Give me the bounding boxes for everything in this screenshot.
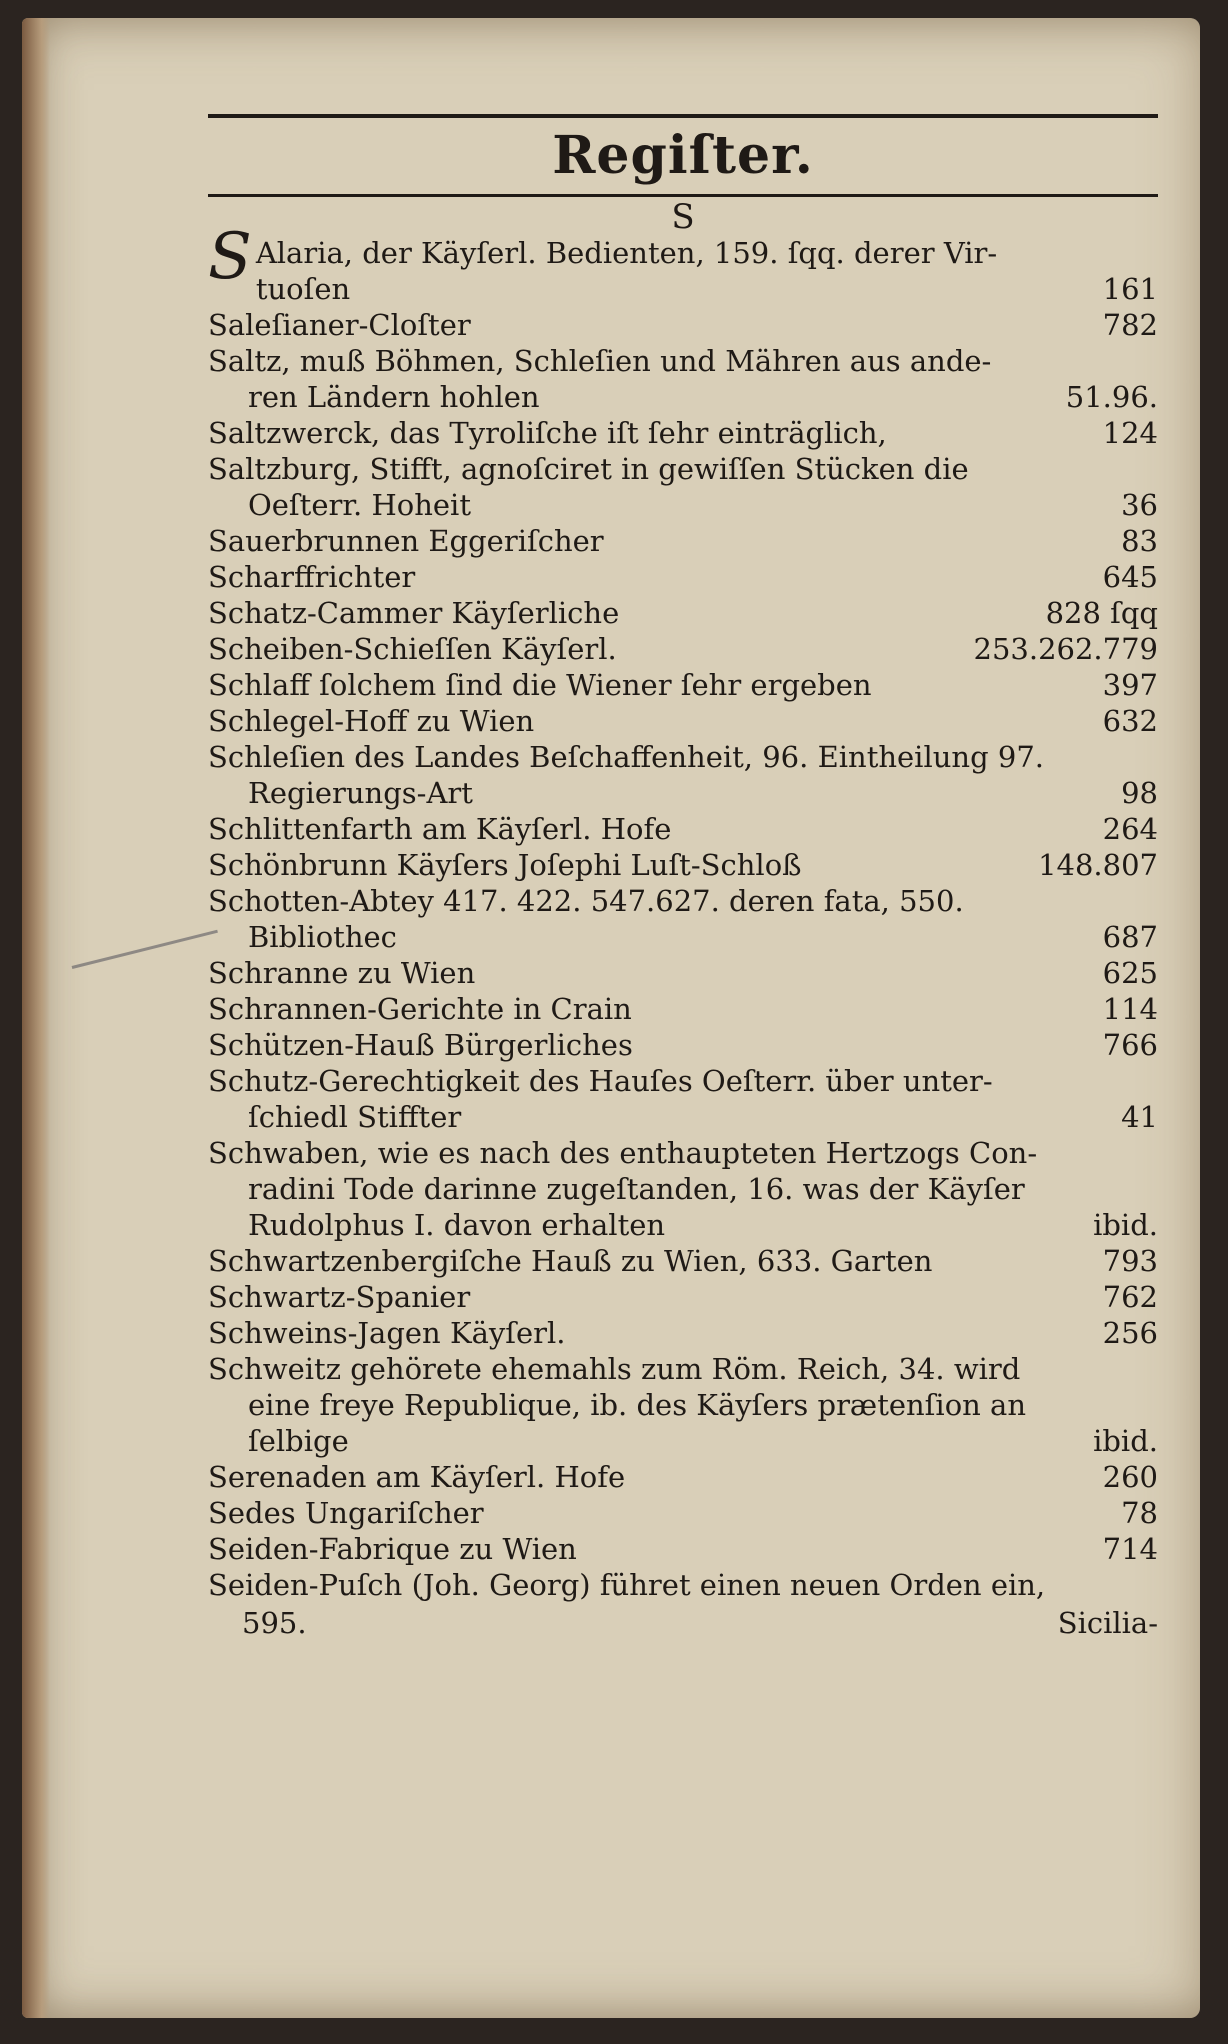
entry-heading-line bbox=[208, 451, 1158, 487]
entry-text: Oeſterr. Hoheit bbox=[248, 488, 471, 522]
register-entry bbox=[208, 595, 1158, 631]
register-entry bbox=[208, 1495, 1158, 1531]
entry-heading-line bbox=[208, 1459, 1158, 1495]
entry-text: radini Tode darinne zugeſtanden, 16. was der Käyſer bbox=[248, 1172, 1025, 1206]
register-entry bbox=[208, 667, 1158, 703]
entry-text: Schatz-Cammer Käyſerliche bbox=[208, 596, 620, 630]
register-entry bbox=[208, 415, 1158, 451]
entry-heading-line bbox=[208, 703, 1158, 739]
entry-heading-line bbox=[208, 559, 1158, 595]
entry-heading-line bbox=[208, 1567, 1158, 1603]
register-entry bbox=[208, 1351, 1158, 1459]
entry-text: Schwartz-Spanier bbox=[208, 1280, 471, 1314]
entry-text: Scheiben-Schieſſen Käyſerl. bbox=[208, 632, 617, 666]
page-reference: 766 bbox=[1102, 1028, 1158, 1062]
entry-heading-line bbox=[208, 307, 1158, 343]
register-entry bbox=[208, 739, 1158, 811]
register-entry bbox=[208, 1063, 1158, 1135]
entry-heading-line bbox=[208, 667, 1158, 703]
page-reference: 83 bbox=[1121, 524, 1158, 558]
entry-text: Schutz-Gerechtigkeit des Hauſes Oeſterr. über unter- bbox=[208, 1064, 993, 1098]
page-reference: 260 bbox=[1102, 1460, 1158, 1494]
register-entry bbox=[208, 1567, 1158, 1603]
page-gutter bbox=[22, 18, 50, 2018]
register-entry bbox=[208, 523, 1158, 559]
pencil-mark bbox=[72, 930, 218, 969]
entry-text: Schweitz gehörete ehemahls zum Röm. Reich, 34. wird bbox=[208, 1352, 1021, 1386]
register-entry bbox=[208, 631, 1158, 667]
register-entry bbox=[208, 847, 1158, 883]
entry-text: Serenaden am Käyſerl. Hofe bbox=[208, 1460, 626, 1494]
entry-heading-line bbox=[208, 1027, 1158, 1063]
entry-heading-line bbox=[208, 883, 1158, 919]
entry-text: Sedes Ungariſcher bbox=[208, 1496, 484, 1530]
page-reference: 253.262.779 bbox=[973, 632, 1158, 666]
entry-text: Seiden-Puſch (Joh. Georg) führet einen neuen Orden ein, bbox=[208, 1568, 1046, 1602]
page-reference: 51.96. bbox=[1065, 380, 1158, 414]
page-reference: ibid. bbox=[1093, 1208, 1158, 1242]
register-text-block bbox=[208, 114, 1158, 1643]
entry-text: ren Ländern hohlen bbox=[248, 380, 540, 414]
page-reference: 41 bbox=[1121, 1100, 1158, 1134]
entry-heading-line bbox=[208, 1351, 1158, 1387]
entry-continuation-line bbox=[208, 1207, 1158, 1243]
page-reference: 828 ſqq bbox=[1045, 596, 1158, 630]
entry-heading-line bbox=[208, 1063, 1158, 1099]
entry-text: Schützen-Hauß Bürgerliches bbox=[208, 1028, 633, 1062]
entry-text: Bibliothec bbox=[248, 920, 397, 954]
register-entry bbox=[208, 703, 1158, 739]
register-entry bbox=[208, 559, 1158, 595]
entry-text: Schotten-Abtey 417. 422. 547.627. deren fata, 550. bbox=[208, 884, 964, 918]
entry-heading-line bbox=[208, 847, 1158, 883]
entry-heading-line bbox=[208, 1495, 1158, 1531]
entry-heading-line bbox=[208, 523, 1158, 559]
register-entry bbox=[208, 307, 1158, 343]
entry-continuation-line bbox=[208, 487, 1158, 523]
entry-continuation-line bbox=[208, 919, 1158, 955]
register-entry bbox=[208, 1531, 1158, 1567]
entry-continuation-line bbox=[208, 271, 1158, 307]
entry-text: Seiden-Fabrique zu Wien bbox=[208, 1532, 577, 1566]
drop-cap: S bbox=[208, 220, 252, 294]
entry-text: Saltzwerck, das Tyroliſche iſt ſehr einträglich, bbox=[208, 416, 887, 450]
register-entry bbox=[208, 955, 1158, 991]
entry-text: Rudolphus I. davon erhalten bbox=[248, 1208, 666, 1242]
entry-text: Schleſien des Landes Beſchaffenheit, 96. Eintheilung 97. bbox=[208, 740, 1044, 774]
section-letter: S bbox=[671, 197, 695, 237]
entry-text: tuoſen bbox=[255, 272, 351, 306]
register-entry bbox=[208, 343, 1158, 415]
entry-text: Schönbrunn Käyſers Joſephi Luſt-Schloß bbox=[208, 848, 802, 882]
page-reference: 148.807 bbox=[1038, 848, 1158, 882]
page-reference: 632 bbox=[1102, 704, 1158, 738]
page-reference: 114 bbox=[1102, 992, 1158, 1026]
entry-text: Saltz, muß Böhmen, Schleſien und Mähren aus ande- bbox=[208, 344, 992, 378]
page-reference: 687 bbox=[1102, 920, 1158, 954]
page-reference: 714 bbox=[1102, 1532, 1158, 1566]
register-entry bbox=[208, 1243, 1158, 1279]
register-entry bbox=[208, 811, 1158, 847]
page-reference: 625 bbox=[1102, 956, 1158, 990]
page-reference: ibid. bbox=[1093, 1424, 1158, 1458]
register-entry bbox=[208, 1315, 1158, 1351]
entry-text: Schlittenfarth am Käyſerl. Hofe bbox=[208, 812, 672, 846]
entry-continuation-line bbox=[208, 775, 1158, 811]
entry-heading-line bbox=[208, 1279, 1158, 1315]
entry-heading-line bbox=[208, 415, 1158, 451]
entry-text: Schlegel-Hoff zu Wien bbox=[208, 704, 535, 738]
entry-continuation-line bbox=[208, 1423, 1158, 1459]
entry-heading-line bbox=[208, 631, 1158, 667]
entry-heading-line bbox=[208, 1315, 1158, 1351]
entry-text: Schranne zu Wien bbox=[208, 956, 476, 990]
register-entry bbox=[208, 1279, 1158, 1315]
register-entry bbox=[208, 1135, 1158, 1243]
page-reference: 124 bbox=[1102, 416, 1158, 450]
page-reference: 793 bbox=[1102, 1244, 1158, 1278]
entry-heading-line bbox=[208, 1531, 1158, 1567]
page-reference: 78 bbox=[1121, 1496, 1158, 1530]
register-entry bbox=[208, 220, 1158, 307]
page-reference: 36 bbox=[1121, 488, 1158, 522]
entry-heading-line bbox=[208, 991, 1158, 1027]
page-footer bbox=[208, 1603, 1158, 1643]
register-entry bbox=[208, 883, 1158, 955]
entry-continuation-line bbox=[208, 379, 1158, 415]
entry-heading-line bbox=[208, 811, 1158, 847]
entry-text: Alaria, der Käyſerl. Bedienten, 159. ſqq. derer Vir- bbox=[255, 236, 998, 270]
continuation-text: 595. bbox=[242, 1606, 307, 1640]
register-entry bbox=[208, 991, 1158, 1027]
entry-heading-line bbox=[208, 1135, 1158, 1171]
entry-text: Schrannen-Gerichte in Crain bbox=[208, 992, 632, 1026]
entry-text: Saltzburg, Stifft, agnoſciret in gewiſſen Stücken die bbox=[208, 452, 969, 486]
register-entry bbox=[208, 1027, 1158, 1063]
entry-continuation-line bbox=[208, 1171, 1158, 1207]
entry-heading-line bbox=[208, 595, 1158, 631]
entry-heading-line bbox=[208, 1243, 1158, 1279]
entry-text: Saleſianer-Cloſter bbox=[208, 308, 471, 342]
register-entries bbox=[208, 220, 1158, 1603]
entry-heading-line bbox=[208, 343, 1158, 379]
catchword: Sicilia- bbox=[1057, 1606, 1158, 1640]
register-entry bbox=[208, 1459, 1158, 1495]
entry-text: Schweins-Jagen Käyſerl. bbox=[208, 1316, 566, 1350]
page-reference: 645 bbox=[1102, 560, 1158, 594]
entry-text: ſelbige bbox=[248, 1424, 349, 1458]
entry-text: eine freye Republique, ib. des Käyſers prætenſion an bbox=[248, 1388, 1027, 1422]
entry-heading-line bbox=[208, 739, 1158, 775]
page-reference: 397 bbox=[1102, 668, 1158, 702]
entry-continuation-line bbox=[208, 1387, 1158, 1423]
entry-text: Schlaff ſolchem ſind die Wiener ſehr ergeben bbox=[208, 668, 872, 702]
page-reference: 256 bbox=[1102, 1316, 1158, 1350]
page-reference: 762 bbox=[1102, 1280, 1158, 1314]
page-title: Regiſter. bbox=[552, 125, 814, 186]
page-reference: 782 bbox=[1102, 308, 1158, 342]
page-reference: 98 bbox=[1121, 776, 1158, 810]
entry-text: Regierungs-Art bbox=[248, 776, 473, 810]
entry-text: Schwartzenbergiſche Hauß zu Wien, 633. Garten bbox=[208, 1244, 933, 1278]
register-entry bbox=[208, 451, 1158, 523]
entry-continuation-line bbox=[208, 1099, 1158, 1135]
entry-heading-line bbox=[208, 955, 1158, 991]
page-reference: 264 bbox=[1102, 812, 1158, 846]
book-page bbox=[22, 18, 1200, 2018]
entry-text: Schwaben, wie es nach des enthaupteten Hertzogs Con- bbox=[208, 1136, 1038, 1170]
entry-text: Sauerbrunnen Eggeriſcher bbox=[208, 524, 604, 558]
entry-text: ſchiedl Stiffter bbox=[248, 1100, 462, 1134]
page-reference: 161 bbox=[1102, 272, 1158, 306]
entry-text: Scharffrichter bbox=[208, 560, 416, 594]
